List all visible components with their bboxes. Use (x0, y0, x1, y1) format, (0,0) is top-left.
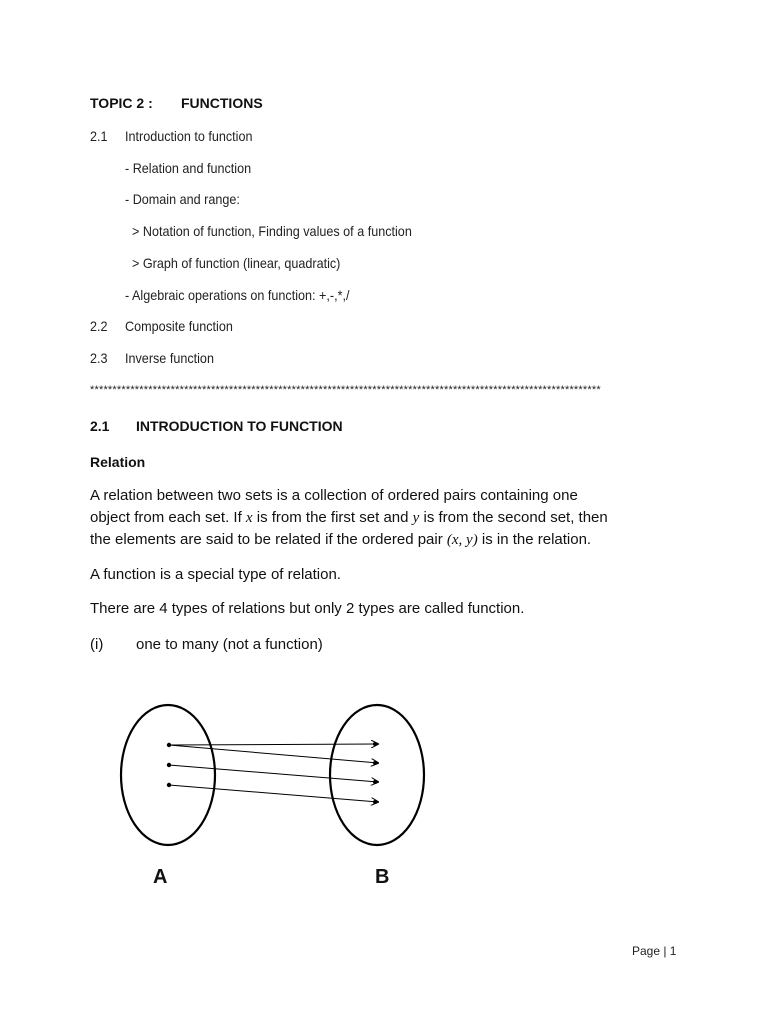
page-number: Page | 1 (632, 944, 677, 958)
paragraph-line-3: the elements are said to be related if the ordered pair (x, y) is in the relation. (90, 531, 592, 548)
separator-line: ****************************************************************************************************************** (90, 384, 601, 396)
outline-num-2-1: 2.1 (90, 128, 108, 144)
math-x: x (245, 510, 253, 526)
topic-title: FUNCTIONS (181, 95, 263, 111)
section-number: 2.1 (90, 418, 110, 434)
subheading-relation: Relation (90, 454, 146, 470)
outline-item-intro: Introduction to function (125, 128, 253, 144)
section-title: INTRODUCTION TO FUNCTION (136, 418, 343, 434)
set-a-ellipse (121, 705, 215, 845)
math-y: y (412, 510, 420, 526)
outline-item-composite: Composite function (125, 318, 233, 334)
math-ordered-pair: (x, y) (446, 532, 478, 548)
outline-item-inverse: Inverse function (125, 350, 214, 366)
outline-subitem-relation: - Relation and function (125, 160, 252, 176)
outline-num-2-3: 2.3 (90, 350, 108, 366)
list-item-number: (i) (90, 636, 104, 653)
paragraph-relation-types: There are 4 types of relations but only 2 types are called function. (90, 600, 525, 617)
topic-label: TOPIC 2 : (90, 95, 153, 111)
outline-subsubitem-notation: > Notation of function, Finding values of a function (132, 223, 412, 239)
paragraph-function-definition: A function is a special type of relation. (90, 566, 341, 583)
outline-num-2-2: 2.2 (90, 318, 108, 334)
paragraph-line-1: A relation between two sets is a collection of ordered pairs containing one (90, 487, 578, 504)
mapping-arrow-4 (169, 785, 378, 802)
mapping-arrow-3 (169, 765, 378, 782)
list-item-one-to-many: one to many (not a function) (136, 636, 323, 653)
mapping-arrow-2 (169, 745, 378, 763)
set-b-ellipse (330, 705, 424, 845)
paragraph-line-2: object from each set. If x is from the first set and y is from the second set, then (90, 509, 608, 526)
outline-subitem-algebraic: - Algebraic operations on function: +,-,*,/ (125, 287, 350, 303)
mapping-arrow-1 (169, 744, 378, 745)
outline-subitem-domain: - Domain and range: (125, 191, 240, 207)
set-a-label: A (153, 866, 168, 888)
outline-subsubitem-graph: > Graph of function (linear, quadratic) (132, 255, 341, 271)
set-b-label: B (375, 866, 390, 888)
